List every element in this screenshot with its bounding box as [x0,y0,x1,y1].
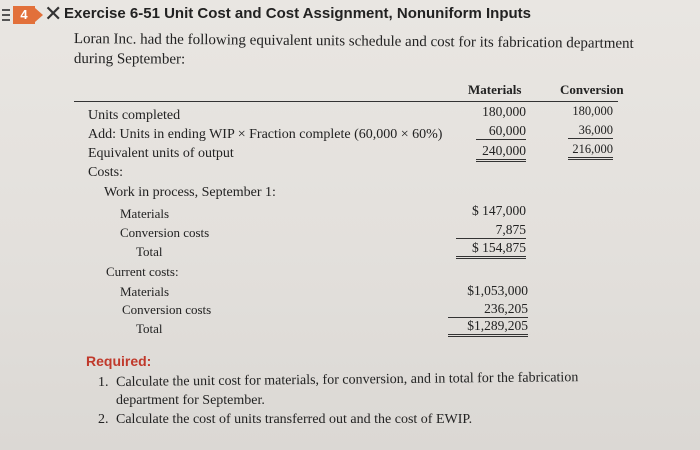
wip-conversion-label: Conversion costs [120,225,210,240]
wip-total-label: Total [136,244,163,259]
wip-conversion-value: 7,875 [456,222,526,239]
intro-line-1: Loran Inc. had the following equivalent units schedule and cost for its fabrication department [73,30,634,52]
header-rule [74,101,618,102]
column-header-conversion: Conversion [560,82,624,97]
wip-materials-label: Materials [120,206,170,221]
menu-icon[interactable] [2,9,10,21]
current-materials-value: $1,053,000 [467,283,528,298]
cell-materials-equivalent-units: 240,000 [476,143,526,162]
required-item-1-line-1: Calculate the unit cost for materials, for conversion, and in total for the fabrication [116,370,579,390]
required-item-1-line-2: department for September. [116,393,265,408]
current-total-value: $1,289,205 [448,318,528,337]
current-conversion-label: Conversion costs [122,302,212,317]
exercise-title: Exercise 6-51 Unit Cost and Cost Assignment, Nonuniform Inputs [64,5,532,22]
row-label-equivalent-units: Equivalent units of output [88,146,234,161]
required-item-2-number: 2. [98,412,109,427]
row-label-units-completed: Units completed [88,108,181,123]
current-costs-heading: Current costs: [106,264,179,279]
required-heading: Required: [86,353,152,369]
cell-materials-ending-wip: 60,000 [476,123,526,140]
current-materials-label: Materials [120,284,170,299]
cell-conversion-units-completed: 180,000 [572,104,613,118]
arrow-right-icon [35,8,43,22]
cell-conversion-ending-wip: 36,000 [568,123,613,139]
wip-total-value: $ 154,875 [456,240,526,259]
cell-materials-units-completed: 180,000 [482,104,526,119]
wip-heading: Work in process, September 1: [104,185,276,200]
close-icon: ✕ [44,1,63,26]
row-label-ending-wip: Add: Units in ending WIP × Fraction complete (60,000 × 60%) [88,127,443,142]
current-total-label: Total [136,321,163,336]
required-item-2-line-1: Calculate the cost of units transferred out and the cost of EWIP. [116,412,473,427]
required-item-1-number: 1. [98,375,109,390]
wip-materials-value: $ 147,000 [472,203,526,218]
column-header-materials: Materials [468,82,522,97]
intro-line-2: during September: [73,50,186,68]
exercise-number-badge: 4 [13,6,35,24]
cell-conversion-equivalent-units: 216,000 [568,142,613,160]
costs-heading: Costs: [88,165,124,180]
current-conversion-value: 236,205 [448,301,528,318]
